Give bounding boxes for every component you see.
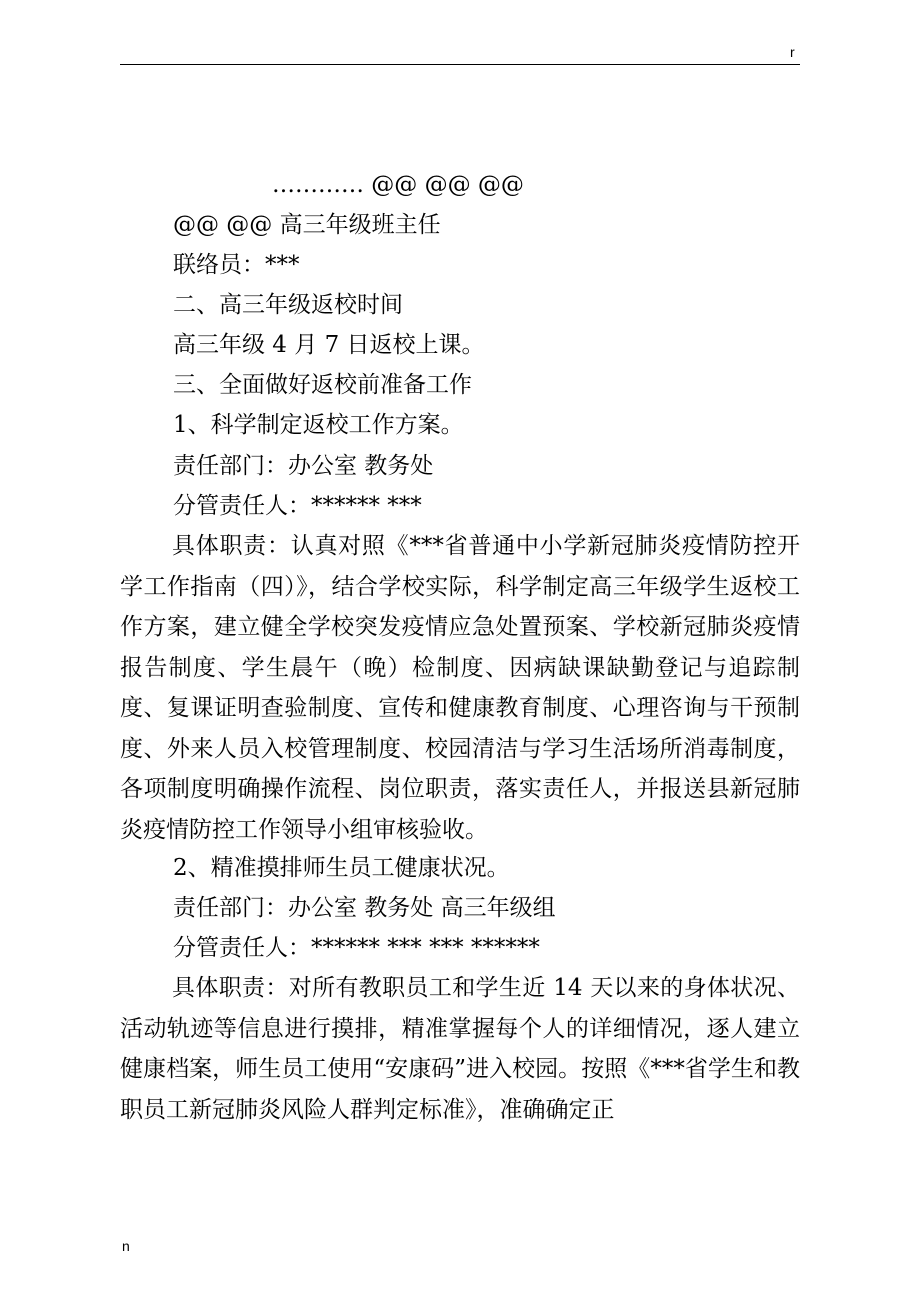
- duty-paragraph-2: 具体职责：对所有教职员工和学生近 14 天以来的身体状况、活动轨迹等信息进行摸排，精准掌握每个人的详细情况，逐人建立健康档案，师生员工使用“安康码”进入校园。按照《***省学生和教职员工新冠肺炎风险人群判定标准》，准确确定正: [120, 975, 800, 1123]
- item-two-heading: 2、精准摸排师生员工健康状况。: [173, 855, 510, 881]
- section-two-heading: 二、高三年级返校时间: [173, 292, 403, 318]
- duty-paragraph-1: 具体职责：认真对照《***省普通中小学新冠肺炎疫情防控开学工作指南（四）》，结合学校实际，科学制定高三年级学生返校工作方案，建立健全学校突发疫情应急处置预案、学校新冠肺炎疫情报告制度、学生晨午（晚）检制度、因病缺课缺勤登记与追踪制度、复课证明查验制度、宣传和健康教育制度、心理咨询与干预制度、外来人员入校管理制度、校园清洁与学习生活场所消毒制度，各项制度明确操作流程、岗位职责，落实责任人，并报送县新冠肺炎疫情防控工作领导小组审核验收。: [120, 533, 800, 843]
- item-one-heading: 1、科学制定返校工作方案。: [173, 412, 464, 438]
- section-three-heading: 三、全面做好返校前准备工作: [173, 372, 472, 398]
- footer-mark: n: [122, 1238, 130, 1254]
- responsible-person-line-1: 分管责任人：****** ***: [173, 493, 422, 519]
- responsible-person-line-2: 分管责任人：****** *** *** ******: [173, 935, 540, 961]
- liaison-line: 联络员：***: [173, 252, 300, 278]
- responsible-dept-line-1: 责任部门：办公室 教务处: [173, 453, 434, 479]
- class-teacher-line: @@ @@ 高三年级班主任: [173, 212, 441, 238]
- return-date-line: 高三年级 4 月 7 日返校上课。: [173, 332, 485, 358]
- header-mark: r: [790, 44, 795, 60]
- heading-line-1: ………… @@ @@ @@: [272, 172, 524, 198]
- responsible-dept-line-2: 责任部门：办公室 教务处 高三年级组: [173, 895, 556, 921]
- header-rule: [120, 64, 800, 65]
